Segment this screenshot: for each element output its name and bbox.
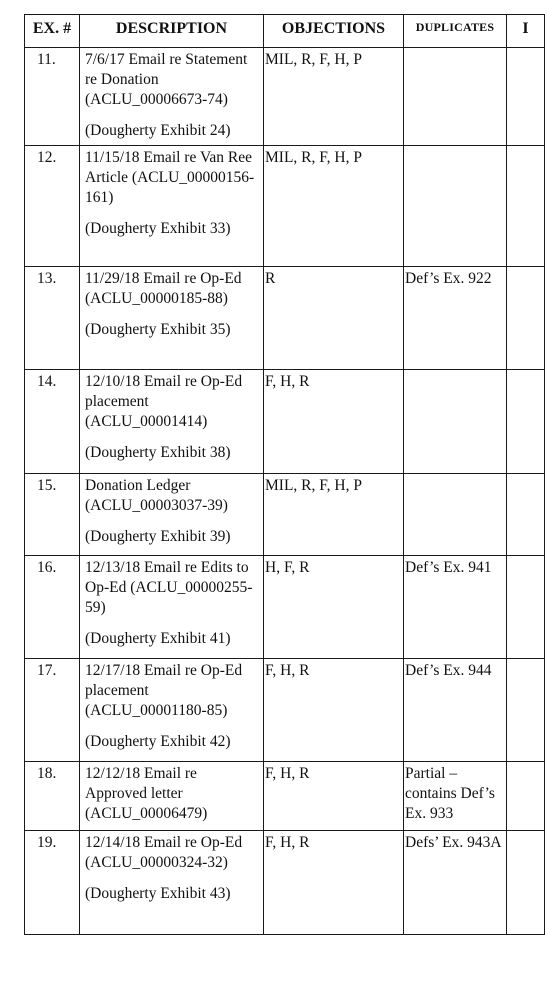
- last-cell: [507, 556, 545, 659]
- table-row: [25, 370, 545, 474]
- exhibit-number: 17.: [25, 659, 80, 762]
- description-text: 12/14/18 Email re Op-Ed (ACLU_00000324-32): [85, 834, 243, 871]
- description-text: 12/17/18 Email re Op-Ed placement (ACLU_00001180-85): [85, 662, 243, 719]
- exhibit-reference: (Dougherty Exhibit 33): [85, 220, 231, 237]
- exhibit-number: 11.: [25, 48, 80, 146]
- exhibit-number: 13.: [25, 267, 80, 370]
- last-cell: [507, 831, 545, 935]
- table-row: [25, 267, 545, 370]
- duplicates-cell: [404, 370, 507, 474]
- duplicates-cell: Def’s Ex. 941: [404, 556, 507, 659]
- header-duplicates: DUPLICATES: [404, 15, 507, 48]
- description-cell: [80, 762, 264, 831]
- header-row: [25, 15, 545, 48]
- description-cell: [80, 556, 264, 659]
- last-cell: [507, 146, 545, 267]
- description-text: 11/15/18 Email re Van Ree Article (ACLU_00000156-161): [85, 149, 255, 206]
- duplicates-cell: [404, 48, 507, 146]
- last-cell: [507, 370, 545, 474]
- description-cell: [80, 267, 264, 370]
- description-cell: [80, 146, 264, 267]
- duplicates-cell: [404, 146, 507, 267]
- objections-cell: R: [264, 267, 404, 370]
- description-text: Donation Ledger (ACLU_00003037-39): [85, 477, 228, 514]
- duplicates-cell: Partial – contains Def’s Ex. 933: [404, 762, 507, 831]
- exhibit-number: 12.: [25, 146, 80, 267]
- exhibit-reference: (Dougherty Exhibit 35): [85, 321, 231, 338]
- header-objections: OBJECTIONS: [264, 15, 404, 48]
- objections-cell: MIL, R, F, H, P: [264, 474, 404, 556]
- table-row: [25, 659, 545, 762]
- exhibit-number: 19.: [25, 831, 80, 935]
- table-row: [25, 146, 545, 267]
- duplicates-cell: [404, 474, 507, 556]
- description-cell: [80, 370, 264, 474]
- description-text: 11/29/18 Email re Op-Ed (ACLU_00000185-88): [85, 270, 242, 307]
- header-description: DESCRIPTION: [80, 15, 264, 48]
- header-last: I: [507, 15, 545, 48]
- objections-cell: F, H, R: [264, 831, 404, 935]
- description-text: 12/12/18 Email re Approved letter (ACLU_00006479): [85, 765, 208, 822]
- last-cell: [507, 48, 545, 146]
- exhibit-reference: (Dougherty Exhibit 24): [85, 122, 231, 139]
- table-row: [25, 831, 545, 935]
- last-cell: [507, 659, 545, 762]
- description-cell: [80, 659, 264, 762]
- objections-cell: F, H, R: [264, 659, 404, 762]
- duplicates-cell: Defs’ Ex. 943A: [404, 831, 507, 935]
- objections-cell: MIL, R, F, H, P: [264, 48, 404, 146]
- table-row: [25, 556, 545, 659]
- duplicates-cell: Def’s Ex. 922: [404, 267, 507, 370]
- last-cell: [507, 267, 545, 370]
- header-ex: EX. #: [25, 15, 80, 48]
- exhibit-reference: (Dougherty Exhibit 42): [85, 733, 231, 750]
- objections-cell: F, H, R: [264, 370, 404, 474]
- objections-cell: MIL, R, F, H, P: [264, 146, 404, 267]
- description-cell: [80, 48, 264, 146]
- description-cell: [80, 474, 264, 556]
- description-text: 7/6/17 Email re Statement re Donation (ACLU_00006673-74): [85, 51, 248, 108]
- exhibit-table: [24, 14, 545, 935]
- exhibit-reference: (Dougherty Exhibit 38): [85, 444, 231, 461]
- exhibit-reference: (Dougherty Exhibit 41): [85, 630, 231, 647]
- last-cell: [507, 762, 545, 831]
- exhibit-number: 18.: [25, 762, 80, 831]
- description-cell: [80, 831, 264, 935]
- last-cell: [507, 474, 545, 556]
- objections-cell: F, H, R: [264, 762, 404, 831]
- exhibit-number: 16.: [25, 556, 80, 659]
- objections-cell: H, F, R: [264, 556, 404, 659]
- description-text: 12/10/18 Email re Op-Ed placement (ACLU_00001414): [85, 373, 243, 430]
- table-row: [25, 474, 545, 556]
- description-text: 12/13/18 Email re Edits to Op-Ed (ACLU_00000255-59): [85, 559, 253, 616]
- exhibit-reference: (Dougherty Exhibit 39): [85, 528, 231, 545]
- duplicates-cell: Def’s Ex. 944: [404, 659, 507, 762]
- table-row: [25, 762, 545, 831]
- exhibit-number: 14.: [25, 370, 80, 474]
- exhibit-number: 15.: [25, 474, 80, 556]
- exhibit-reference: (Dougherty Exhibit 43): [85, 885, 231, 902]
- table-row: [25, 48, 545, 146]
